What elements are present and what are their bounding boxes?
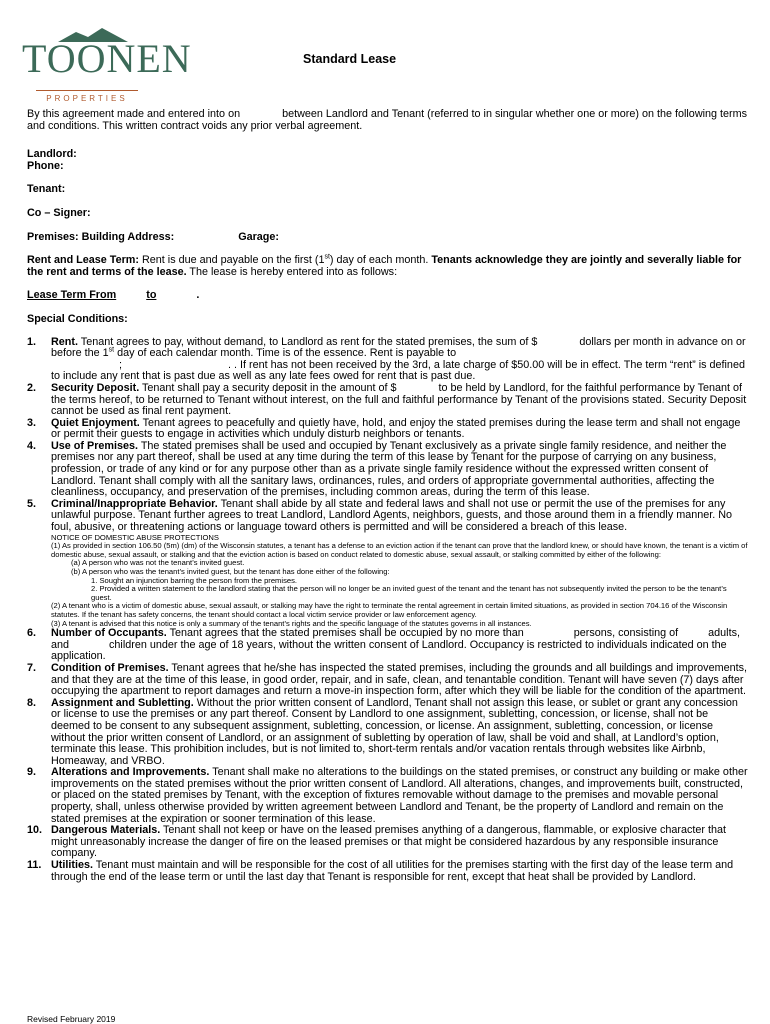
term-text: Tenant agrees to peacefully and quietly have, hold, and enjoy the stated premises during the lease term and shall not engage or permit their guests to engage in activities which unduly disturb neighbors or tenants.	[51, 416, 741, 441]
term-heading: Security Deposit.	[51, 381, 140, 394]
rent-term-text-b: ) day of each month.	[329, 254, 432, 267]
notice-line: (a) A person who was not the tenant’s invited guest.	[71, 558, 245, 568]
term-text: Tenant agrees that the stated premises shall be occupied by no more than	[166, 627, 524, 640]
term-heading: Use of Premises.	[51, 439, 139, 452]
term-heading: Dangerous Materials.	[51, 824, 161, 837]
term-item-condition	[27, 663, 749, 698]
term-text: Tenant agrees that he/she has inspected the stated premises, including the grounds and all buildings and improvements, and that they are at the time of this lease, in good order, repair, and in safe, clean, and tenantable condition. Tenant will have seven (7) days after occupying the apartment to report damages and return a move-in inspection form, after which they will be liable for the condition of the apartment.	[51, 661, 747, 698]
rent-term-text-c: The lease is hereby entered into as follows:	[186, 265, 398, 278]
lease-term-row	[27, 290, 749, 302]
joint-liability-text: Tenants acknowledge they are jointly and severally liable for the rent and terms of the lease.	[27, 254, 742, 278]
term-item-security-deposit	[27, 383, 749, 418]
lease-term-from: Lease Term From	[27, 289, 117, 302]
rent-term-sup: st	[324, 253, 330, 261]
term-number: 7.	[27, 661, 37, 674]
rent-term-paragraph	[27, 255, 749, 278]
term-number: 4.	[27, 439, 37, 452]
term-number: 5.	[27, 497, 37, 510]
term-text: The stated premises shall be used and occupied by Tenant exclusively as a private single family residence, and neither the premises nor any part thereof, shall be used at any time during the term of this lease by Tenant for the purpose of carrying on any business, profession, or trade of any kind or for any purpose other than as a private single family residence without the expressed written consent of Landlord. Tenant shall comply with all the sanitary laws, ordinances, rules, and orders of appropriate governmental authorities, affecting the cleanliness, occupancy, and preservation of the premises, including common areas, during the term of this lease.	[51, 439, 727, 499]
term-text: children under the age of 18 years, without the written consent of Landlord. Occupancy is restricted to individuals indicated on the application.	[51, 638, 727, 663]
lease-body	[27, 109, 749, 883]
intro-paragraph	[27, 109, 749, 132]
term-item-quiet-enjoyment	[27, 418, 749, 441]
notice-line: 1. Sought an injunction barring the person from the premises.	[91, 575, 297, 585]
term-text: Tenant agrees to pay, without demand, to Landlord as rent for the stated premises, the sum of $	[78, 335, 538, 348]
term-heading: Quiet Enjoyment.	[51, 416, 140, 429]
term-item-utilities	[27, 860, 749, 883]
term-number: 6.	[27, 627, 37, 640]
term-heading: Utilities.	[51, 859, 93, 872]
term-number: 1.	[27, 335, 37, 348]
term-text: persons, consisting of	[573, 627, 679, 640]
term-text: adults, and	[51, 627, 740, 651]
term-number: 11.	[27, 859, 42, 872]
phone-label: Phone:	[27, 159, 64, 172]
term-text: to be held by Landlord, for the faithful performance by Tenant of the terms hereof, to be returned to Tenant without interest, on the full and faithful performance by Tenant of the provisions stated. Security Deposit cannot be used as final rent payment.	[51, 381, 747, 418]
tenant-label: Tenant:	[27, 183, 66, 196]
term-text: Tenant shall abide by all state and federal laws and shall not use or permit the use of the premises for any unlawful purpose. Tenant further agrees to treat Landlord, Landlord Agents, neighbors, guests, and those around them in a friendly manner. No foul, abusive, or threatening actions or language toward others is permitted and will be considered a breach of this lease.	[51, 497, 733, 534]
term-text: . . If rent has not been received by the 3rd, a late charge of $50.00 will be in effect. The term “rent” is defined to include any rent that is past due as well as any late fees owed for rent that is past due.	[51, 358, 745, 383]
term-item-use-of-premises	[27, 441, 749, 499]
notice-line: (3) A tenant is advised that this notice is only a summary of the tenant’s rights and the specific language of the statutes governs in all instances.	[51, 618, 532, 628]
terms-list	[27, 337, 749, 884]
lease-term-to: to	[146, 289, 157, 302]
term-item-rent	[27, 337, 749, 383]
term-heading: Assignment and Subletting.	[51, 696, 194, 709]
logo-name: TOONEN	[22, 36, 192, 81]
intro-text-a: By this agreement made and entered into on	[27, 108, 241, 120]
term-number: 3.	[27, 416, 37, 429]
term-text: Without the prior written consent of Landlord, Tenant shall not assign this lease, or sublet or grant any concession or license to use the premises or any part thereof. Consent by Landlord to one assignment, subletting, concession, or license, shall not be deemed to be consent to any subsequent assignment, subletting, concession, or license. An assignment, subletting, concession, or license without the prior written consent of Landlord, or an assignment of subletting by operation of law, shall be void and shall, at Landlord’s option, terminate this lease. This prohibition includes, but is not limited to, short-term rentals and/or vacation rentals through websites like Airbnb, Homeaway, and VRBO.	[51, 696, 738, 767]
term-number: 8.	[27, 696, 37, 709]
term-text: Tenant shall not keep or have on the leased premises anything of a dangerous, flammable, or explosive character that might unreasonably increase the danger of fire on the leased premises or that might be considered hazardous by any responsible insurance company.	[51, 824, 726, 860]
term-text: dollars per month in advance on or before the 1	[51, 335, 746, 360]
rent-term-text-a: Rent is due and payable on the first (1	[139, 254, 325, 267]
term-number: 2.	[27, 381, 37, 394]
premises-label: Premises: Building Address:	[27, 230, 175, 243]
logo-divider	[36, 90, 138, 91]
logo-sub: PROPERTIES	[46, 94, 128, 103]
notice-line: (1) As provided in section 106.50 (5m) (dm) of the Wisconsin statutes, a tenant has a defense to an eviction action if the tenant can prove that the landlord knew, or should have known, the tenant is a victim of domestic abuse, sexual assault, or stalking and that the eviction action is based on conduct related to domestic abuse, sexual assault, or stalking committed by either of the following:	[51, 541, 748, 559]
term-text: Tenant shall pay a security deposit in the amount of $	[139, 381, 397, 394]
term-text: Tenant must maintain and will be responsible for the cost of all utilities for the premises starting with the first day of the lease term and through the end of the lease term or until the last day that Tenant is responsible for rent, except that heat shall be provided by Landlord.	[51, 859, 734, 883]
notice-line: (b) A person who was the tenant’s invited guest, but the tenant has done either of the following:	[71, 567, 390, 576]
term-heading: Alterations and Improvements.	[51, 766, 210, 779]
intro-text-b: between Landlord and Tenant (referred to in singular whether one or more) on the following terms and conditions. This written contract voids any prior verbal agreement.	[27, 108, 748, 132]
term-sup: st	[108, 346, 115, 354]
domestic-abuse-notice	[51, 534, 749, 629]
premises-row	[27, 232, 749, 244]
revision-footer: Revised February 2019	[27, 1014, 116, 1024]
rent-term-label: Rent and Lease Term:	[27, 254, 139, 267]
term-item-alterations	[27, 767, 749, 825]
term-item-dangerous-materials	[27, 825, 749, 860]
term-heading: Criminal/Inappropriate Behavior.	[51, 497, 218, 510]
term-number: 10.	[27, 824, 43, 837]
notice-heading: NOTICE OF DOMESTIC ABUSE PROTECTIONS	[51, 532, 219, 542]
cosigner-label: Co – Signer:	[27, 206, 91, 219]
term-text: day of each calendar month. Time is of the essence. Rent is payable to	[114, 347, 457, 360]
company-logo	[22, 28, 192, 103]
term-number: 9.	[27, 766, 37, 779]
term-item-assignment	[27, 698, 749, 768]
notice-line: (2) A tenant who is a victim of domestic abuse, sexual assault, or stalking may have the right to terminate the rental agreement in certain limited situations, as provided in section 704.16 of the Wisconsin statutes. If the tenant has safety concerns, the tenant should contact a local victim service provider or law enforcement agency.	[51, 601, 728, 619]
term-item-criminal-behavior	[27, 499, 749, 628]
lease-term-end: .	[196, 289, 200, 302]
term-item-occupants	[27, 628, 749, 663]
term-text: Tenant shall make no alterations to the buildings on the stated premises, or construct any building or make other improvements on the stated premises without the prior written consent of Landlord. All alterations, changes, and improvements built, constructed, or placed on the stated premises by Tenant, with the exception of fixtures removable without damage to the premises and movable personal property, shall, unless otherwise provided by written agreement between Landlord and Tenant, be the property of Landlord and remain on the stated premises at the expiration or sooner termination of this lease.	[51, 766, 748, 825]
term-heading: Number of Occupants.	[51, 627, 167, 640]
term-heading: Condition of Premises.	[51, 661, 169, 674]
term-heading: Rent.	[51, 335, 78, 348]
garage-label: Garage:	[238, 230, 280, 243]
document-title: Standard Lease	[303, 52, 397, 66]
landlord-label: Landlord:	[27, 148, 77, 161]
notice-line: 2. Provided a written statement to the landlord stating that the person will no longer be an invited guest of the tenant and the tenant has not subsequently invited the person to be the tenant’s guest.	[91, 584, 727, 602]
special-conditions-label: Special Conditions:	[27, 312, 128, 325]
term-text: ;	[119, 358, 122, 371]
